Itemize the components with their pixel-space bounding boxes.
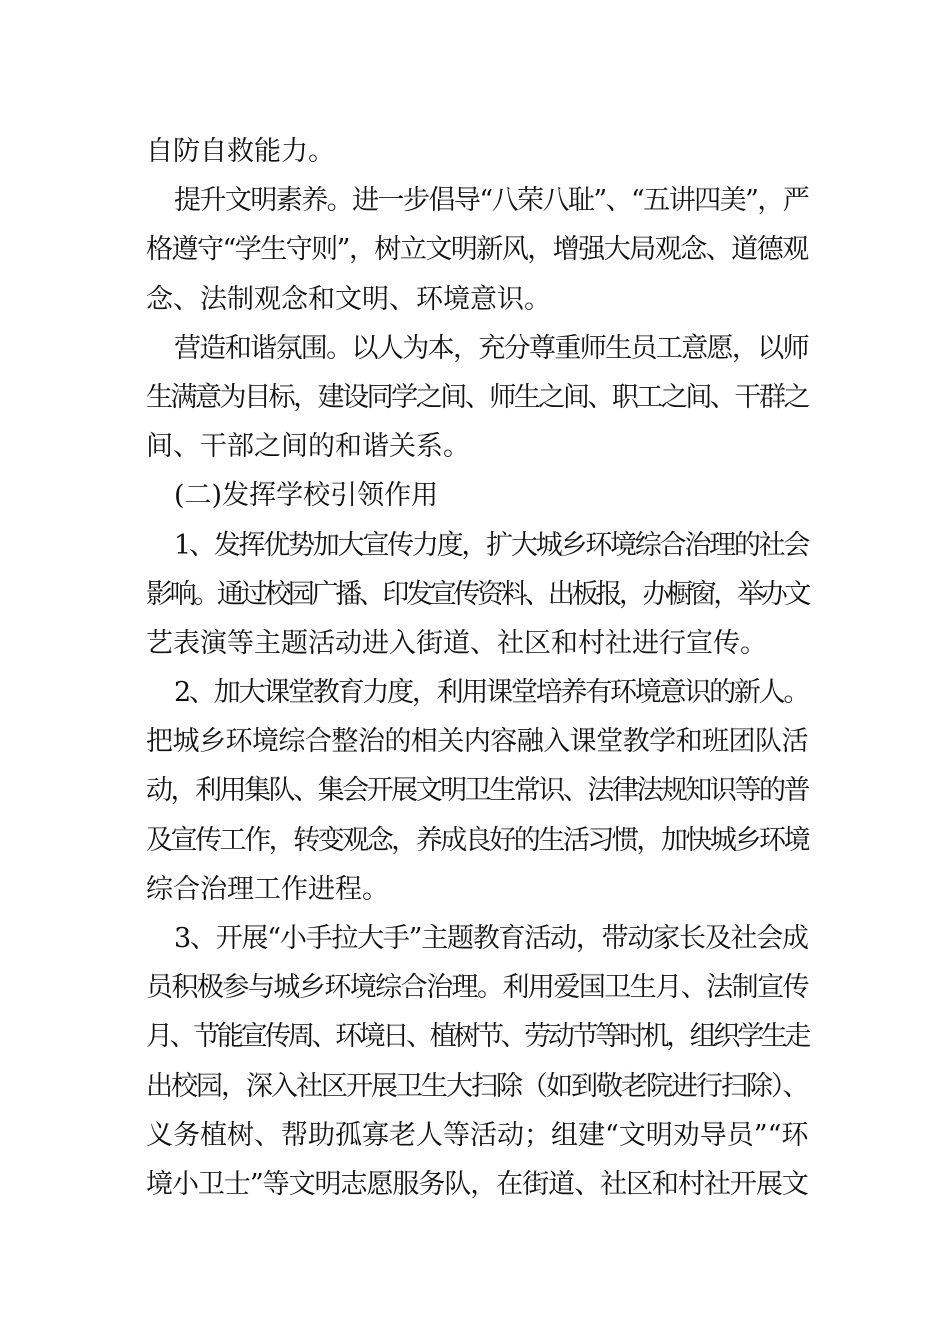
- text-line: 间、干部之间的和谐关系。: [146, 431, 470, 463]
- text-line: 动，利用集队、集会开展文明卫生常识、法律法规知识等的普: [146, 775, 808, 807]
- text-line: 艺表演等主题活动进入街道、社区和村社进行宣传。: [146, 627, 767, 659]
- text-line: 1、发挥优势加大宣传力度，扩大城乡环境综合治理的社会: [174, 529, 809, 561]
- text-line: 2、加大课堂教育力度，利用课堂培养有环境意识的新人。: [174, 677, 809, 709]
- text-line: 格遵守“学生守则”，树立文明新风，增强大局观念、道德观: [146, 234, 808, 266]
- text-line: 生满意为目标，建设同学之间、师生之间、职工之间、干群之: [146, 381, 808, 413]
- text-line: 出校园，深入社区开展卫生大扫除（如到敬老院进行扫除）、: [146, 1070, 808, 1102]
- text-line: 把城乡环境综合整治的相关内容融入课堂教学和班团队活: [146, 726, 808, 758]
- text-line: 提升文明素养。进一步倡导“八荣八耻”、“五讲四美”，严: [174, 185, 809, 217]
- text-line: 营造和谐氛围。以人为本，充分尊重师生员工意愿，以师: [174, 332, 808, 364]
- document-body: [146, 127, 808, 1209]
- text-line: 月、节能宣传周、环境日、植树节、劳动节等时机，组织学生走: [146, 1021, 808, 1053]
- text-line: 自防自救能力。: [146, 136, 335, 167]
- text-line: 综合治理工作进程。: [146, 873, 389, 905]
- text-line: 影响。通过校园广播、印发宣传资料、出板报，办橱窗，举办文: [146, 578, 808, 610]
- text-line: 境小卫士”等文明志愿服务队，在街道、社区和村社开展文: [146, 1168, 808, 1200]
- text-line: 念、法制观念和文明、环境意识。: [146, 283, 551, 315]
- text-line: 员积极参与城乡环境综合治理。利用爱国卫生月、法制宣传: [146, 972, 808, 1004]
- section-heading: (二)发挥学校引领作用: [174, 480, 439, 512]
- text-line: 及宣传工作，转变观念，养成良好的生活习惯，加快城乡环境: [146, 824, 808, 856]
- text-line: 义务植树、帮助孤寡老人等活动；组建“文明劝导员”“环: [146, 1119, 809, 1151]
- text-line: 3、开展“小手拉大手”主题教育活动，带动家长及社会成: [174, 923, 808, 954]
